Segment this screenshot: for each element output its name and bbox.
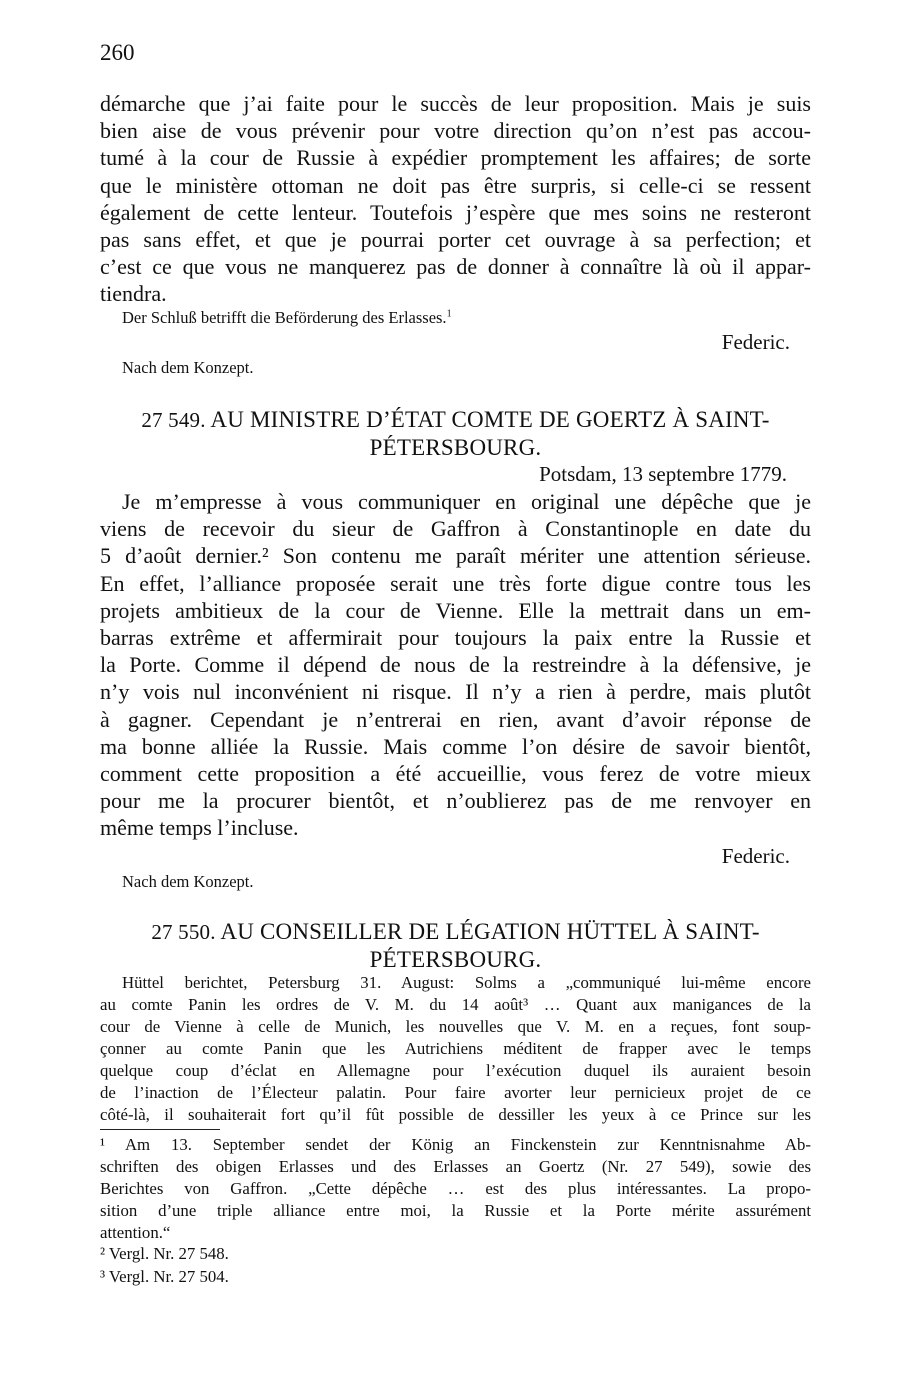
text-line: Je m’empresse à vous communiquer en original une dépêche que je: [122, 489, 811, 514]
letter2-summary: [100, 972, 811, 1126]
text-line: à gagner. Cependant je n’entrerai en rien, avant d’avoir réponse de: [100, 706, 811, 732]
footnote-line: sition d’une triple alliance entre moi, la Russie et la Porte mérite assurément: [100, 1201, 811, 1220]
text-line: tiendra.: [100, 281, 167, 307]
footnote-line: ¹ Am 13. September sendet der König an Finckenstein zur Kenntnisnahme Ab-: [100, 1135, 811, 1154]
text-line: au comte Panin les ordres de V. M. du 14 août³ … Quant aux manigances de la: [100, 995, 811, 1014]
letter1-heading-line2: PÉTERSBOURG.: [369, 435, 542, 460]
text-line: viens de recevoir du sieur de Gaffron à Constantinople en date du: [100, 516, 811, 542]
text-line: En effet, l’alliance proposée serait une très forte digue contre tous les: [100, 570, 811, 596]
page-number: 260: [100, 40, 135, 65]
text-line: n’y vois nul inconvénient ni risque. Il n’y a rien à perdre, mais plutôt: [100, 679, 811, 705]
letter1-heading: [100, 406, 811, 462]
letter1-body: [100, 488, 811, 842]
text-line: çonner au comte Panin que les Autrichiens méditent de frapper avec le temps: [100, 1039, 811, 1058]
footnote-line: schriften des obigen Erlasses und des Erlasses an Goertz (Nr. 27 549), sowie des: [100, 1157, 811, 1176]
footnote-line: attention.“: [100, 1223, 171, 1242]
text-line: c’est ce que vous ne manquerez pas de donner à connaître là où il appar-: [100, 254, 811, 280]
letter1-source: Nach dem Konzept.: [122, 872, 254, 891]
text-line: projets ambitieux de la cour de Vienne. Elle la mettrait dans un em-: [100, 597, 811, 623]
text-line: pas sans effet, et que je pourrai porter cet ouvrage à sa perfection; et: [100, 227, 811, 253]
footnote-1: [100, 1134, 811, 1244]
footnote-ref: 1: [446, 308, 452, 320]
letter2-heading-line1: AU CONSEILLER DE LÉGATION HÜTTEL À SAINT-: [220, 919, 760, 944]
footnote-line: Berichtes von Gaffron. „Cette dépêche … est des plus intéressantes. La propo-: [100, 1179, 811, 1198]
text-line: démarche que j’ai faite pour le succès de leur proposition. Mais je suis: [100, 91, 811, 116]
letter1-date: Potsdam, 13 septembre 1779.: [539, 462, 787, 486]
text-line: que le ministère ottoman ne doit pas être surpris, si celle-ci se ressent: [100, 172, 811, 198]
letter2-number: 27 550.: [151, 920, 216, 944]
text-line: bien aise de vous prévenir pour votre direction qu’on n’est pas accou-: [100, 118, 811, 144]
text-line: barras extrême et affermirait pour toujours la paix entre la Russie et: [100, 625, 811, 651]
text-line: tumé à la cour de Russie à expédier promptement les affaires; de sorte: [100, 145, 811, 171]
intro-note-text: Der Schluß betrifft die Beförderung des Erlasses.: [122, 308, 447, 327]
footnote-2: ² Vergl. Nr. 27 548.: [100, 1244, 229, 1263]
text-line: ma bonne alliée la Russie. Mais comme l’on désire de savoir bientôt,: [100, 733, 811, 759]
footnote-3: ³ Vergl. Nr. 27 504.: [100, 1267, 229, 1286]
text-line: la Porte. Comme il dépend de nous de la restreindre à la défensive, je: [100, 652, 811, 678]
text-line: pour me la procurer bientôt, et n’oublierez pas de me renvoyer en: [100, 788, 811, 814]
intro-signature: Federic.: [721, 330, 790, 354]
text-line: 5 d’août dernier.² Son contenu me paraît mériter une attention sérieuse.: [100, 543, 811, 569]
letter1-number: 27 549.: [141, 408, 206, 432]
text-line: cour de Vienne à celle de Munich, les nouvelles que V. M. en a reçues, font soup-: [100, 1017, 811, 1036]
intro-paragraph: [100, 90, 811, 308]
letter1-heading-line1: AU MINISTRE D’ÉTAT COMTE DE GOERTZ À SAINT-: [210, 407, 770, 432]
letter2-heading: [100, 918, 811, 974]
text-line: comment cette proposition a été accueillie, vous ferez de votre mieux: [100, 761, 811, 787]
text-line: également de cette lenteur. Toutefois j’espère que mes soins ne resteront: [100, 199, 811, 225]
text-line: quelque coup d’éclat en Allemagne pour l’exécution duquel ils auraient besoin: [100, 1061, 811, 1080]
text-line: côté-là, il souhaiterait fort qu’il fût possible de dessiller les yeux à ce Prince sur les: [100, 1105, 811, 1124]
text-line: Hüttel berichtet, Petersburg 31. August: Solms a „communiqué lui-même encore: [122, 973, 811, 992]
letter2-summary-lines: [100, 972, 811, 1126]
text-line: de l’inaction de l’Électeur palatin. Pour faire avorter leur pernicieux projet de ce: [100, 1083, 811, 1102]
letter2-heading-line2: PÉTERSBOURG.: [369, 947, 542, 972]
text-line: même temps l’incluse.: [100, 815, 299, 841]
footnote-divider: [100, 1129, 220, 1130]
intro-editor-note: [122, 308, 452, 328]
letter1-signature: Federic.: [721, 844, 790, 868]
intro-source: Nach dem Konzept.: [122, 358, 254, 377]
